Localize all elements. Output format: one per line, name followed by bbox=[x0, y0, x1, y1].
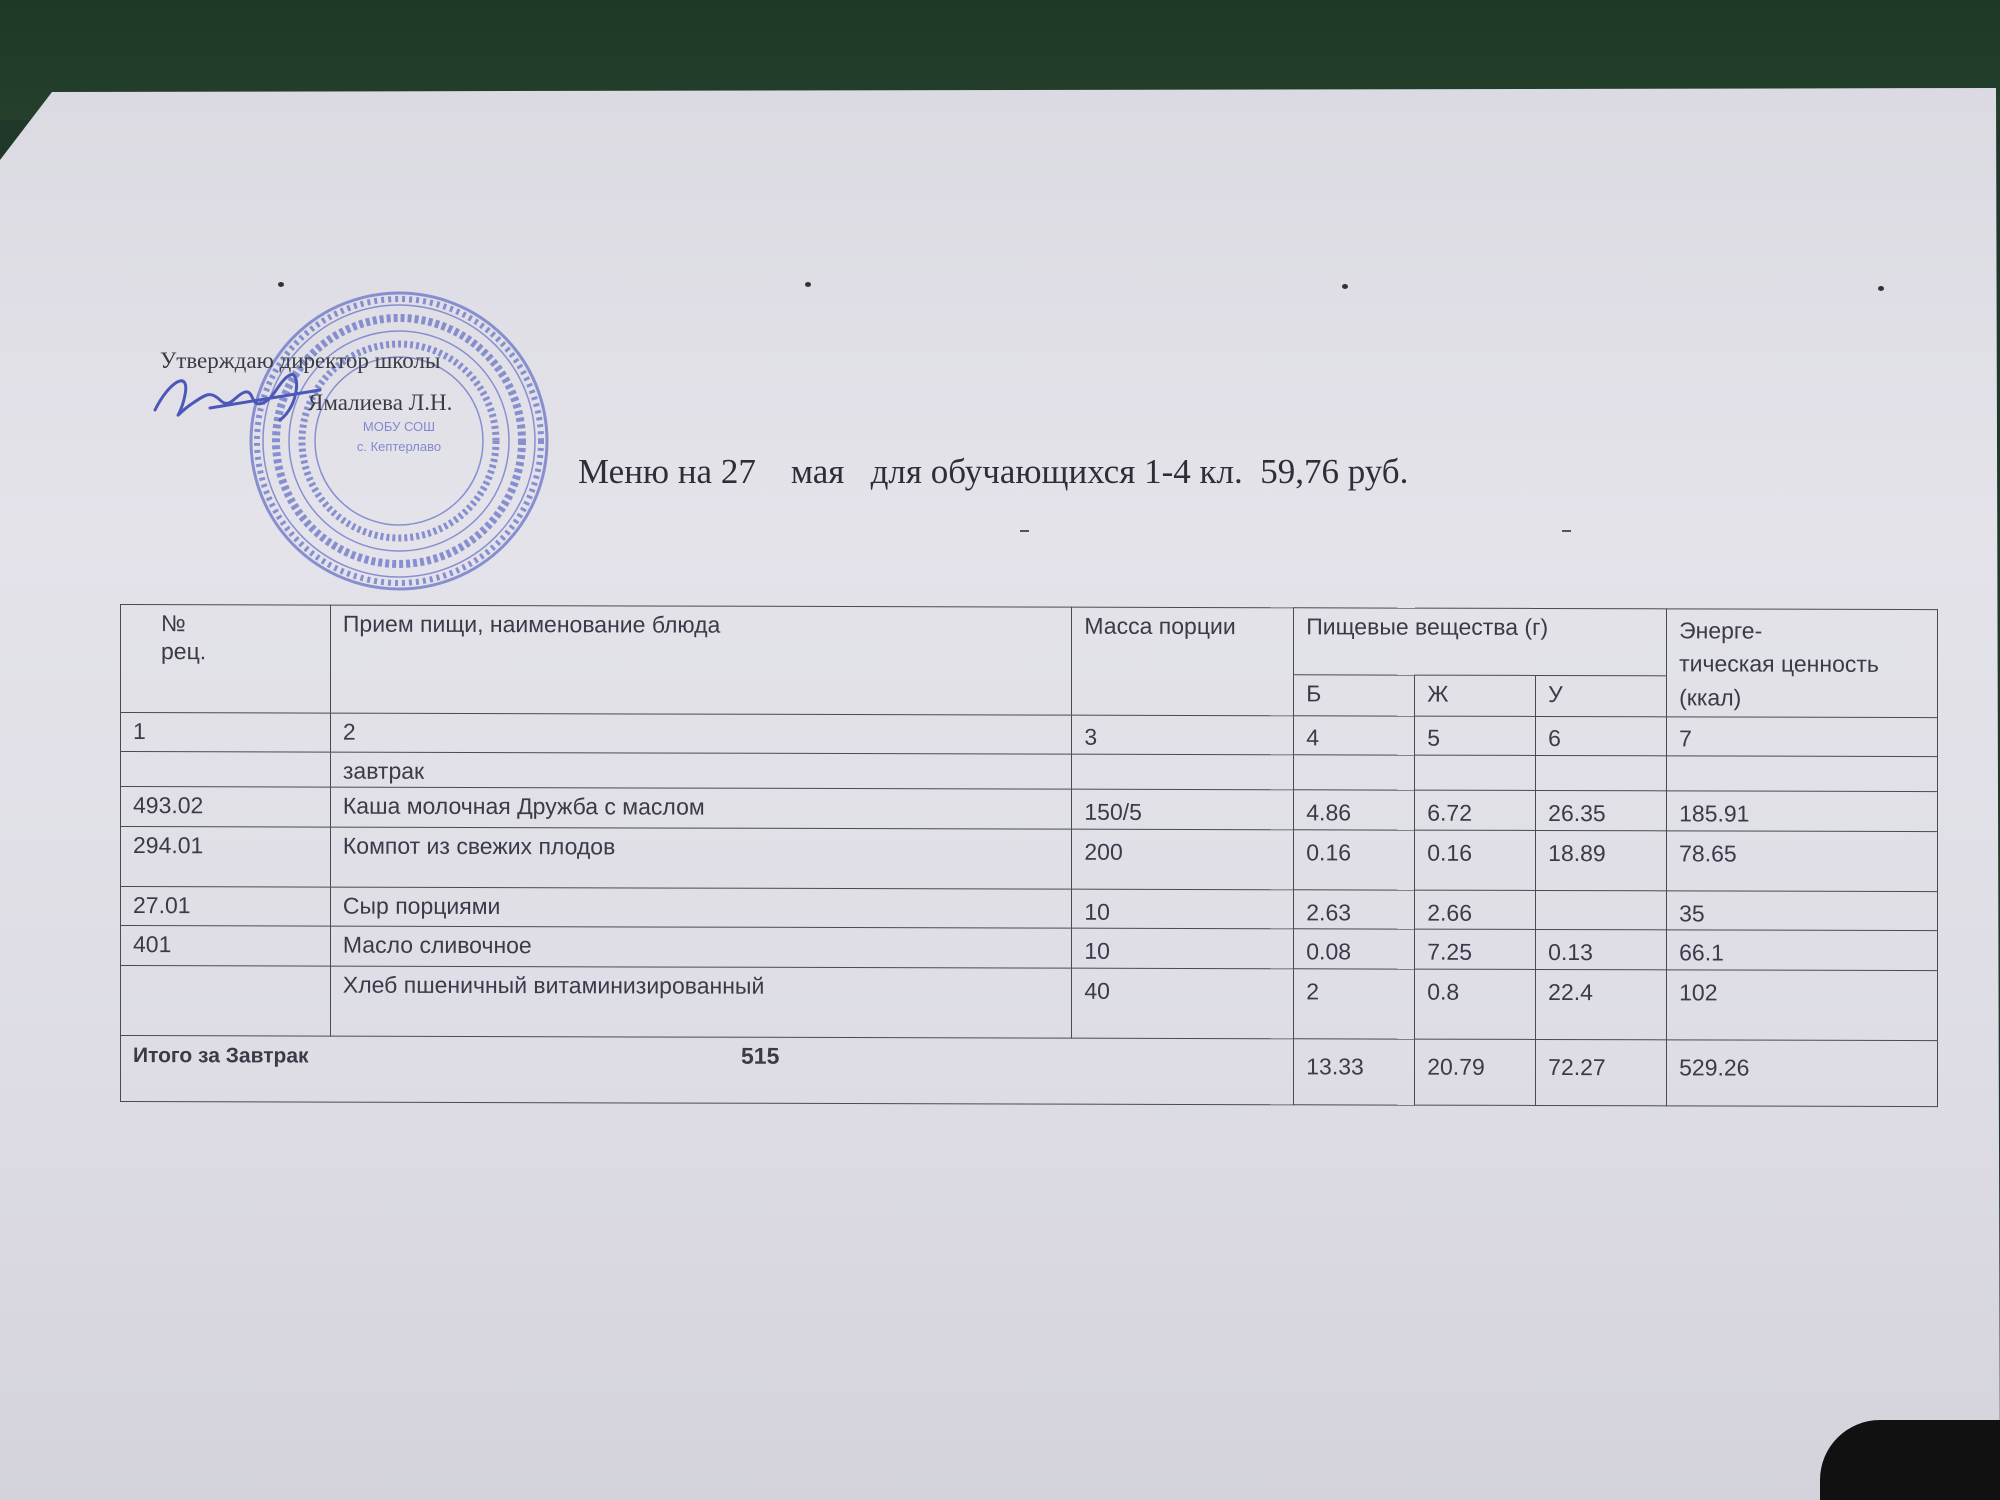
section-row bbox=[121, 751, 1938, 792]
table-row bbox=[121, 966, 1938, 1041]
mark-dash bbox=[1562, 530, 1571, 532]
energy-value: 35 bbox=[1667, 891, 1938, 931]
fat-value: 0.8 bbox=[1415, 969, 1536, 1039]
protein-value: 0.08 bbox=[1294, 929, 1415, 969]
total-fat: 20.79 bbox=[1415, 1039, 1536, 1105]
column-number: 4 bbox=[1294, 716, 1415, 755]
portion-mass: 10 bbox=[1072, 929, 1294, 969]
fat-value: 0.16 bbox=[1415, 830, 1536, 890]
column-number-row bbox=[121, 713, 1938, 757]
table-row bbox=[121, 926, 1938, 971]
fat-value: 6.72 bbox=[1415, 790, 1536, 830]
total-cell bbox=[121, 1036, 1294, 1105]
recipe-number: 294.01 bbox=[121, 826, 331, 887]
total-label: Итого за Завтрак bbox=[133, 1044, 309, 1068]
school-seal bbox=[244, 286, 554, 596]
portion-mass: 10 bbox=[1072, 889, 1294, 929]
header-recipe-number: № рец. bbox=[121, 605, 331, 714]
section-label: завтрак bbox=[330, 752, 1072, 790]
total-mass: 515 bbox=[741, 1042, 780, 1069]
dish-name: Масло сливочное bbox=[330, 926, 1072, 968]
mark-dash bbox=[1020, 530, 1029, 532]
header-nutrients: Пищевые вещества (г) bbox=[1294, 608, 1667, 676]
carbs-value: 22.4 bbox=[1536, 969, 1667, 1039]
table-row bbox=[121, 826, 1938, 891]
energy-value: 66.1 bbox=[1667, 930, 1938, 970]
carbs-value: 18.89 bbox=[1536, 830, 1667, 890]
column-number: 7 bbox=[1667, 717, 1938, 756]
foreground-object bbox=[1820, 1420, 2000, 1500]
menu-table bbox=[120, 604, 1938, 1107]
fat-value: 2.66 bbox=[1415, 890, 1536, 930]
energy-value: 78.65 bbox=[1667, 831, 1938, 892]
punch-mark bbox=[1342, 284, 1348, 289]
total-carbs: 72.27 bbox=[1536, 1039, 1667, 1105]
total-row bbox=[121, 1036, 1938, 1107]
portion-mass: 150/5 bbox=[1072, 789, 1294, 829]
carbs-value: 0.13 bbox=[1536, 930, 1667, 970]
column-number: 3 bbox=[1072, 715, 1294, 754]
column-number: 2 bbox=[330, 713, 1072, 754]
recipe-number bbox=[121, 966, 331, 1037]
punch-mark bbox=[1878, 286, 1884, 291]
header-protein: Б bbox=[1294, 675, 1415, 716]
portion-mass: 40 bbox=[1072, 968, 1294, 1039]
dish-name: Компот из свежих плодов bbox=[330, 827, 1072, 889]
dish-name: Хлеб пшеничный витаминизированный bbox=[330, 966, 1072, 1038]
director-name: Ямалиева Л.Н. bbox=[308, 390, 453, 415]
total-energy: 529.26 bbox=[1667, 1040, 1938, 1107]
header-portion-mass: Масса порции bbox=[1072, 607, 1294, 716]
header-dish-name: Прием пищи, наименование блюда bbox=[330, 605, 1072, 715]
carbs-value: 26.35 bbox=[1536, 791, 1667, 831]
table-row bbox=[121, 886, 1938, 931]
protein-value: 2 bbox=[1294, 969, 1415, 1039]
column-number: 6 bbox=[1536, 716, 1667, 755]
dish-name: Каша молочная Дружба с маслом bbox=[330, 787, 1072, 829]
punch-mark bbox=[805, 282, 811, 287]
seal-center-line1: МОБУ СОШ bbox=[362, 419, 436, 434]
director-signature bbox=[150, 350, 330, 430]
protein-value: 2.63 bbox=[1294, 890, 1415, 930]
portion-mass: 200 bbox=[1072, 829, 1294, 890]
header-energy: Энерге- тическая ценность (ккал) bbox=[1667, 609, 1938, 718]
seal-center-line2: с. Кептерлаво bbox=[356, 439, 442, 454]
header-fat: Ж bbox=[1415, 675, 1536, 716]
energy-value: 102 bbox=[1667, 970, 1938, 1041]
recipe-number: 493.02 bbox=[121, 787, 331, 827]
recipe-number: 27.01 bbox=[121, 886, 331, 926]
protein-value: 4.86 bbox=[1294, 790, 1415, 830]
header-carbs: У bbox=[1536, 675, 1667, 716]
table-row bbox=[121, 787, 1938, 832]
total-protein: 13.33 bbox=[1294, 1039, 1415, 1105]
recipe-number: 401 bbox=[121, 926, 331, 966]
menu-title: Меню на 27 мая для обучающихся 1-4 кл. 59,76 руб. bbox=[578, 452, 1409, 491]
dish-name: Сыр порциями bbox=[330, 887, 1072, 929]
header-row bbox=[121, 605, 1938, 677]
column-number: 1 bbox=[121, 713, 331, 752]
energy-value: 185.91 bbox=[1667, 791, 1938, 831]
protein-value: 0.16 bbox=[1294, 830, 1415, 890]
fat-value: 7.25 bbox=[1415, 930, 1536, 970]
column-number: 5 bbox=[1415, 716, 1536, 755]
approval-line: Утверждаю директор школы bbox=[160, 348, 441, 373]
carbs-value bbox=[1536, 890, 1667, 930]
